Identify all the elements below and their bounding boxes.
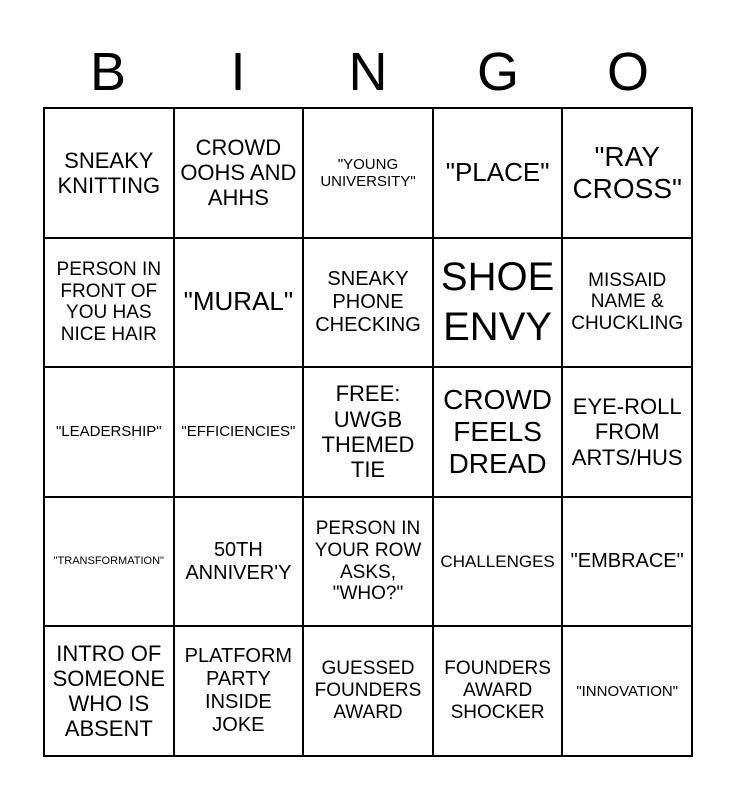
bingo-cell[interactable]: PERSON IN FRONT OF YOU HAS NICE HAIR	[45, 239, 175, 369]
bingo-cell[interactable]: FREE: UWGB THEMED TIE	[304, 368, 434, 498]
bingo-header	[43, 36, 693, 108]
bingo-cell[interactable]: "EFFICIENCIES"	[175, 368, 305, 498]
bingo-cell[interactable]: CROWD OOHS AND AHHS	[175, 109, 305, 239]
bingo-cell[interactable]: "RAY CROSS"	[563, 109, 693, 239]
header-letter-g: G	[476, 42, 519, 102]
bingo-cell[interactable]: MISSAID NAME & CHUCKLING	[563, 239, 693, 369]
bingo-cell[interactable]: EYE-ROLL FROM ARTS/HUS	[563, 368, 693, 498]
header-letter-i: I	[230, 42, 246, 102]
bingo-cell[interactable]: INTRO OF SOMEONE WHO IS ABSENT	[45, 627, 175, 757]
header-letter-o: O	[606, 42, 649, 102]
header-letter-b: B	[89, 42, 127, 102]
bingo-cell[interactable]: 50TH ANNIVER'Y	[175, 498, 305, 628]
header-letter-n: N	[348, 42, 388, 102]
bingo-cell[interactable]: PERSON IN YOUR ROW ASKS, "WHO?"	[304, 498, 434, 628]
bingo-cell[interactable]: "YOUNG UNIVERSITY"	[304, 109, 434, 239]
bingo-cell[interactable]: GUESSED FOUNDERS AWARD	[304, 627, 434, 757]
bingo-cell[interactable]: CROWD FEELS DREAD	[434, 368, 564, 498]
bingo-cell[interactable]: FOUNDERS AWARD SHOCKER	[434, 627, 564, 757]
bingo-cell[interactable]: SNEAKY PHONE CHECKING	[304, 239, 434, 369]
bingo-cell[interactable]: CHALLENGES	[434, 498, 564, 628]
bingo-cell[interactable]: "PLACE"	[434, 109, 564, 239]
bingo-cell[interactable]: PLATFORM PARTY INSIDE JOKE	[175, 627, 305, 757]
bingo-cell[interactable]: "INNOVATION"	[563, 627, 693, 757]
bingo-cell[interactable]: SHOE ENVY	[434, 239, 564, 369]
bingo-cell[interactable]: SNEAKY KNITTING	[45, 109, 175, 239]
bingo-board	[43, 107, 693, 757]
bingo-cell[interactable]: "LEADERSHIP"	[45, 368, 175, 498]
bingo-cell[interactable]: "MURAL"	[175, 239, 305, 369]
bingo-cell[interactable]: "TRANSFORMATION"	[45, 498, 175, 628]
bingo-cell[interactable]: "EMBRACE"	[563, 498, 693, 628]
